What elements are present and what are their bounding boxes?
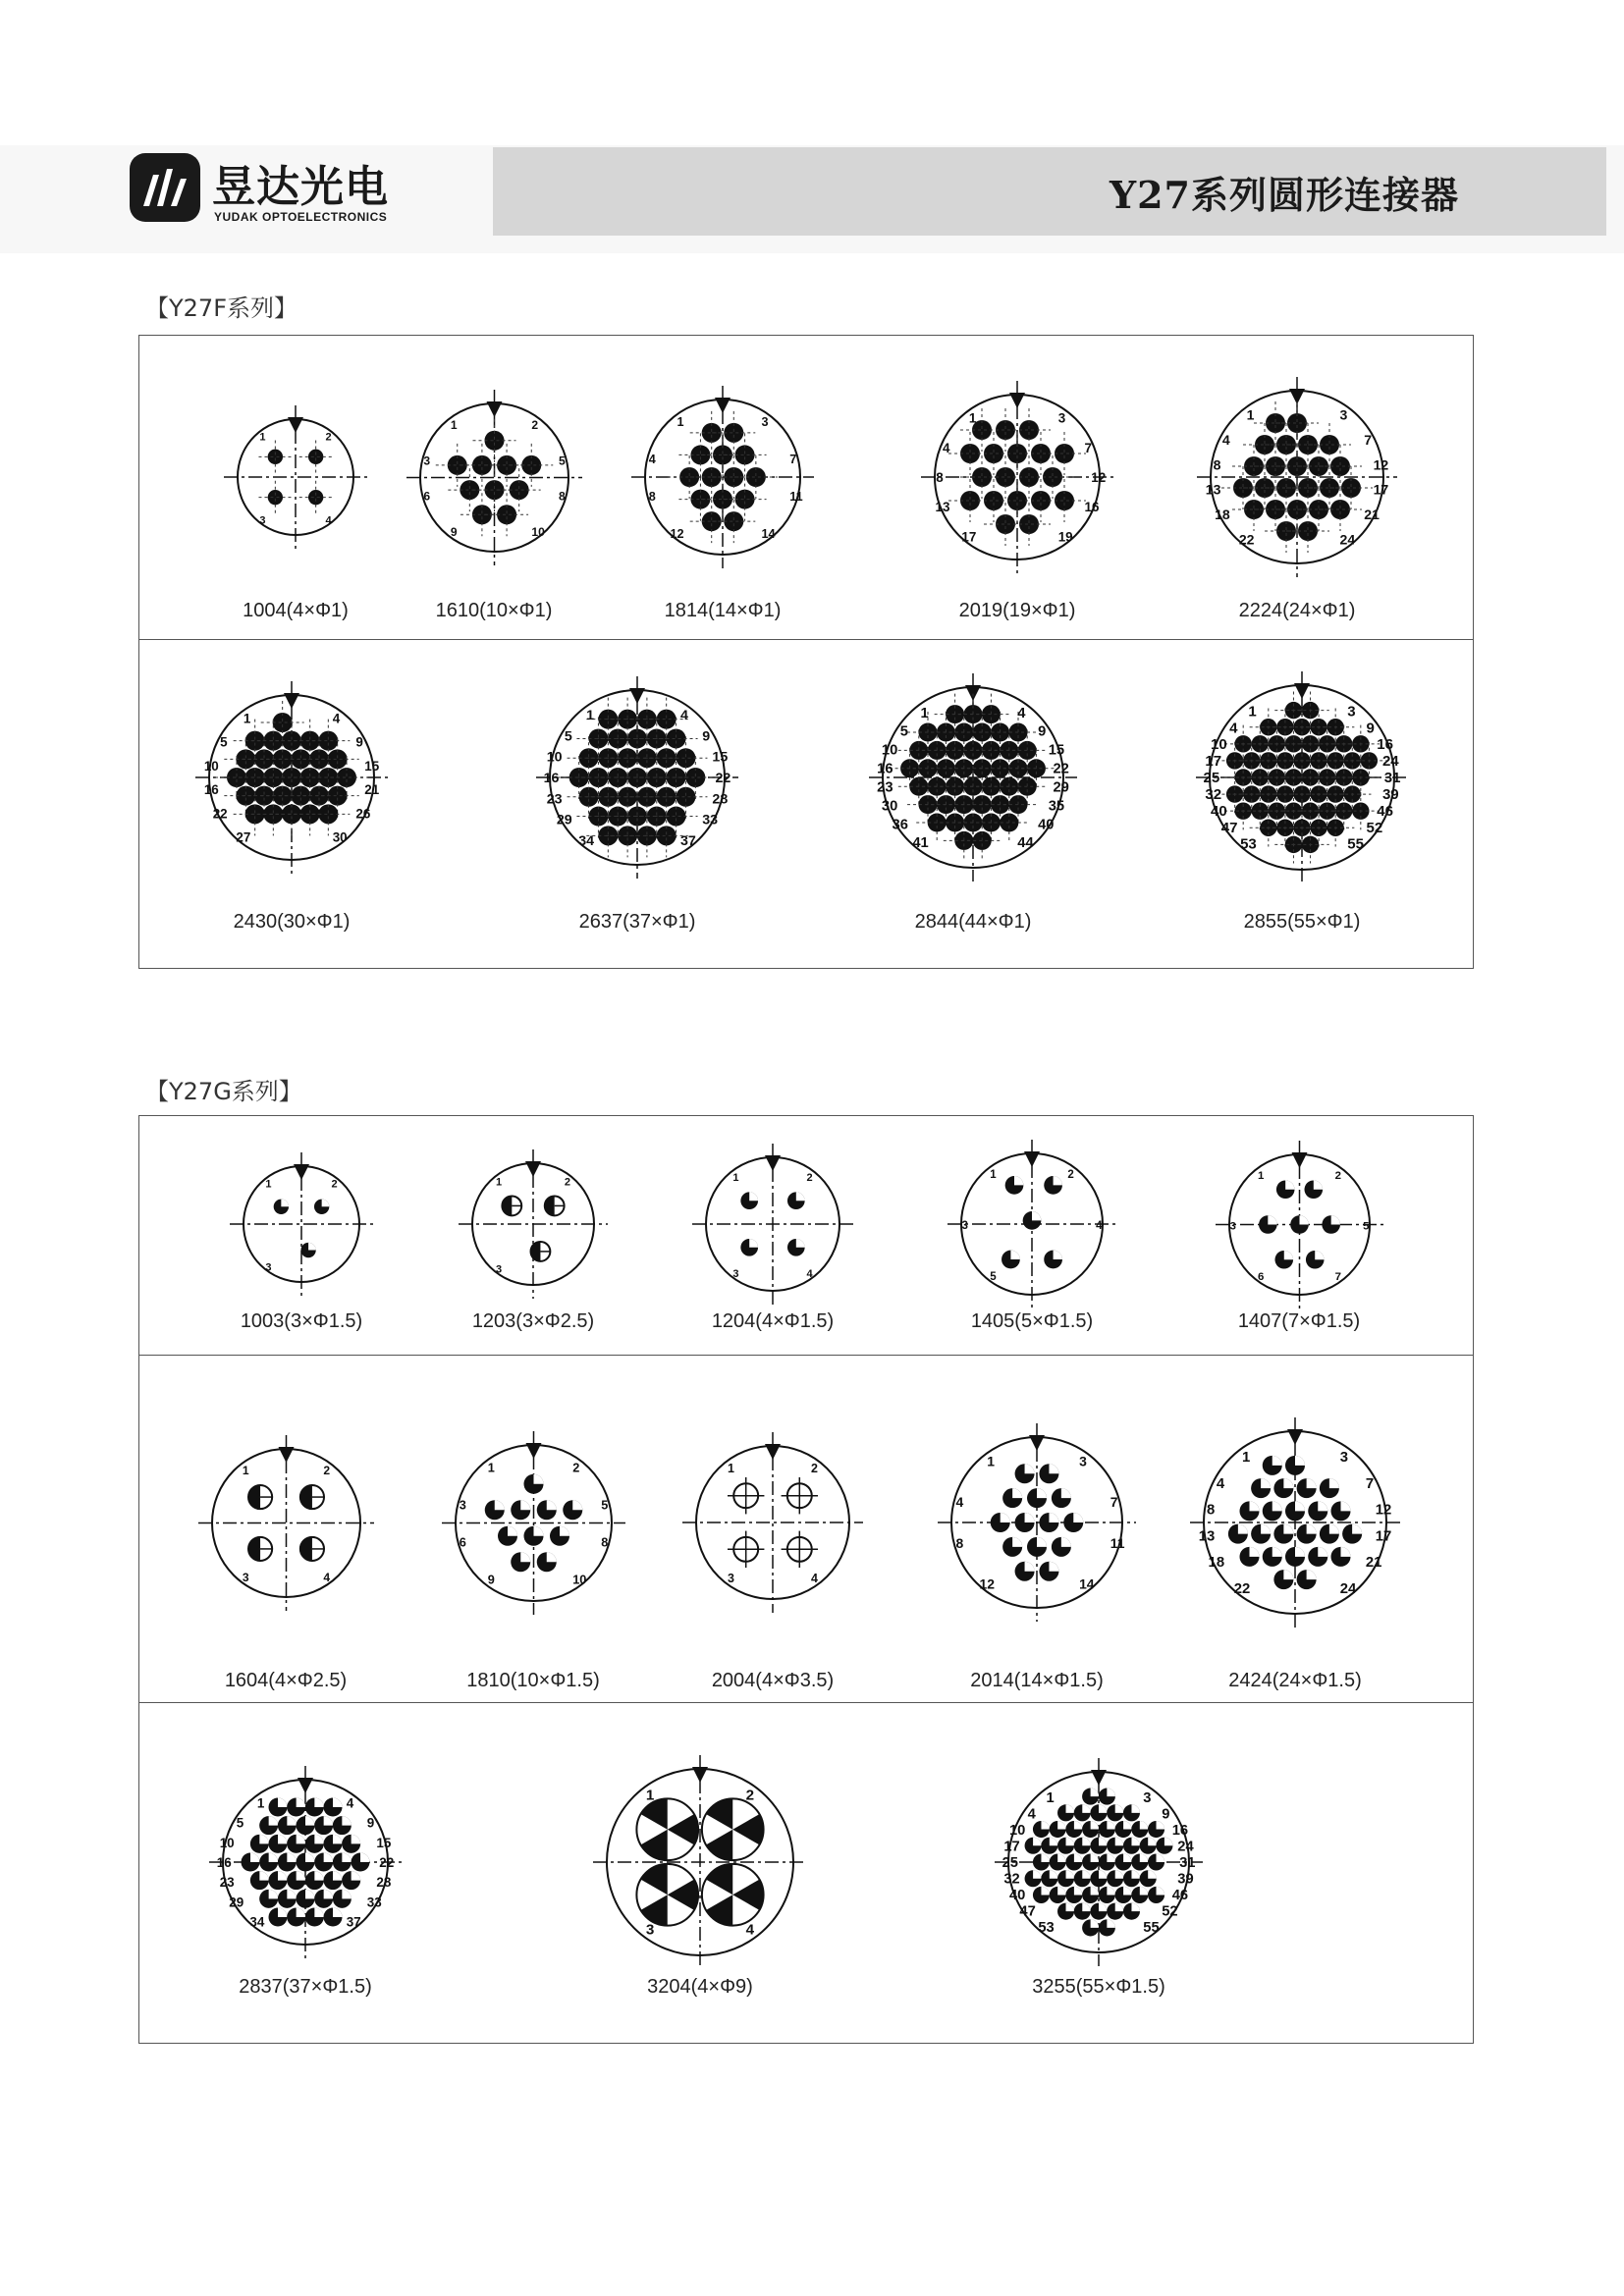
contact-label: 4 <box>1096 1220 1103 1232</box>
y27f-table <box>138 335 1474 969</box>
contact-label: 1 <box>496 1176 503 1189</box>
contact-label: 2 <box>331 1178 338 1191</box>
contact-label: 9 <box>450 524 458 539</box>
contact-label: 7 <box>1364 431 1373 448</box>
contact-label: 1 <box>487 1459 495 1474</box>
contact-label: 8 <box>648 489 656 504</box>
contact-3 <box>263 731 283 751</box>
contact-label: 6 <box>459 1534 466 1550</box>
contact-label: 34 <box>578 833 595 850</box>
contact-label: 4 <box>1216 1475 1225 1492</box>
contact-label: 2 <box>806 1172 813 1185</box>
contact-label: 2 <box>322 1463 330 1477</box>
connector-caption: 1203(3×Φ2.5) <box>471 1310 595 1332</box>
contact-label: 8 <box>558 489 566 504</box>
contact-label: 24 <box>1381 753 1399 771</box>
contact-label: 22 <box>1053 761 1069 777</box>
logo-bars-icon <box>130 153 200 222</box>
contact-label: 25 <box>1203 770 1220 786</box>
contact-label: 12 <box>670 526 684 541</box>
contact-label: 24 <box>1339 531 1356 548</box>
connector-diagram <box>1184 1412 1406 1633</box>
contact-2 <box>308 450 323 464</box>
contact-label: 3 <box>1339 406 1348 423</box>
contact-label: 41 <box>912 835 929 852</box>
contact-label: 15 <box>1048 742 1065 759</box>
contact-label: 8 <box>600 1534 608 1550</box>
contact-6 <box>460 480 479 500</box>
contact-label: 18 <box>1215 507 1230 523</box>
connector-diagram <box>1210 1135 1389 1314</box>
contact-label: 55 <box>1143 1920 1160 1937</box>
contact-label: 52 <box>1162 1903 1178 1920</box>
contact-label: 21 <box>1364 507 1380 523</box>
contact-label: 5 <box>600 1496 608 1512</box>
contact-label: 5 <box>564 728 572 745</box>
contact-label: 31 <box>1383 770 1401 786</box>
connector-diagram <box>1190 666 1414 889</box>
row-divider <box>139 1355 1473 1356</box>
contact-4 <box>308 490 323 505</box>
connector-caption: 2424(24×Φ1.5) <box>1228 1670 1362 1691</box>
contact-label: 9 <box>1366 720 1375 737</box>
contact-label: 16 <box>216 1855 232 1870</box>
contact-label: 9 <box>366 1815 375 1831</box>
contact-label: 5 <box>220 734 228 750</box>
contact-label: 9 <box>487 1572 495 1587</box>
contact-label: 4 <box>648 453 656 467</box>
contact-label: 12 <box>1375 1502 1392 1519</box>
connector-caption: 2844(44×Φ1) <box>914 911 1032 933</box>
section-label-y27g: 【Y27G系列】 <box>145 1078 302 1105</box>
connector-caption: 1004(4×Φ1) <box>243 600 349 621</box>
contact-label: 1 <box>987 1453 995 1469</box>
contact-label: 10 <box>571 1572 586 1587</box>
contact-label: 33 <box>366 1895 382 1910</box>
contact-1 <box>268 450 283 464</box>
contact-4 <box>657 710 677 729</box>
connector-diagram <box>453 1144 614 1305</box>
contact-6 <box>318 731 338 751</box>
contact-label: 11 <box>789 489 803 504</box>
connector-diagram <box>625 380 820 574</box>
contact-label: 32 <box>1003 1871 1020 1888</box>
contact-label: 10 <box>881 742 898 759</box>
contact-label: 3 <box>459 1496 466 1512</box>
contact-label: 8 <box>955 1534 964 1551</box>
contact-label: 4 <box>1229 720 1238 737</box>
contact-label: 22 <box>379 1855 395 1870</box>
connector-caption: 2224(24×Φ1) <box>1238 600 1356 621</box>
connector-caption: 1610(10×Φ1) <box>435 600 553 621</box>
contact-8 <box>509 480 528 500</box>
contact-3 <box>471 454 491 474</box>
header-bar <box>493 147 1606 236</box>
contact-label: 3 <box>961 1220 968 1232</box>
contact-label: 52 <box>1366 819 1383 836</box>
contact-label: 15 <box>712 749 729 766</box>
contact-label: 23 <box>877 779 893 796</box>
contact-label: 1 <box>242 1463 249 1477</box>
contact-label: 31 <box>1179 1855 1196 1871</box>
connector-caption: 1407(7×Φ1.5) <box>1237 1310 1361 1332</box>
contact-label: 2 <box>571 1459 579 1474</box>
connector-diagram <box>915 375 1119 579</box>
contact-label: 9 <box>1038 723 1047 740</box>
contact-label: 2 <box>1334 1169 1341 1182</box>
connector-caption: 3204(4×Φ9) <box>647 1976 753 1998</box>
contact-label: 34 <box>249 1914 265 1930</box>
contact-label: 1 <box>265 1178 272 1191</box>
contact-label: 1 <box>645 1787 655 1804</box>
contact-label: 1 <box>732 1172 739 1185</box>
contact-label: 55 <box>1347 835 1364 853</box>
contact-label: 27 <box>236 829 251 845</box>
contact-label: 29 <box>556 812 572 828</box>
contact-label: 3 <box>1079 1453 1087 1469</box>
connector-diagram <box>677 1426 869 1619</box>
contact-label: 16 <box>543 771 560 786</box>
contact-23 <box>291 786 310 806</box>
contact-label: 22 <box>1238 531 1255 548</box>
contact-label: 16 <box>1084 500 1100 515</box>
contact-label: 1 <box>450 417 458 432</box>
contact-label: 16 <box>203 782 219 798</box>
contact-label: 3 <box>259 514 266 527</box>
contact-label: 1 <box>1241 1450 1251 1467</box>
contact-label: 6 <box>422 489 430 504</box>
contact-label: 3 <box>242 1570 249 1584</box>
contact-label: 1 <box>243 711 251 726</box>
contact-label: 10 <box>203 758 219 774</box>
contact-label: 4 <box>679 707 688 723</box>
contact-label: 13 <box>1205 481 1221 498</box>
contact-label: 9 <box>1162 1806 1170 1823</box>
contact-label: 39 <box>1177 1871 1194 1888</box>
contact-label: 47 <box>1220 819 1238 836</box>
contact-label: 1 <box>677 415 684 430</box>
contact-label: 30 <box>332 829 348 845</box>
row-divider <box>139 639 1473 640</box>
contact-label: 37 <box>346 1914 361 1930</box>
connector-caption: 1405(5×Φ1.5) <box>970 1310 1094 1332</box>
contact-label: 23 <box>546 791 563 808</box>
contact-label: 4 <box>745 1921 755 1939</box>
row-divider <box>139 1702 1473 1703</box>
contact-label: 2 <box>564 1176 570 1189</box>
contact-label: 3 <box>1228 1220 1236 1232</box>
connector-diagram <box>587 1749 813 1975</box>
contact-label: 10 <box>1211 736 1227 754</box>
contact-label: 29 <box>229 1895 244 1910</box>
connector-caption: 2637(37×Φ1) <box>578 911 696 933</box>
contact-label: 30 <box>881 798 898 815</box>
connector-caption: 2014(14×Φ1.5) <box>970 1670 1104 1691</box>
contact-label: 1 <box>920 705 929 721</box>
connector-caption: 1810(10×Φ1.5) <box>466 1670 600 1691</box>
connector-diagram <box>932 1417 1142 1628</box>
contact-label: 40 <box>1211 802 1227 820</box>
connector-caption: 1204(4×Φ1.5) <box>711 1310 835 1332</box>
connector-caption: 1814(14×Φ1) <box>664 600 782 621</box>
contact-15 <box>676 748 695 768</box>
contact-label: 22 <box>715 771 731 786</box>
contact-label: 46 <box>1377 802 1393 820</box>
logo-mark-icon <box>130 153 200 222</box>
contact-label: 4 <box>325 514 332 527</box>
contact-label: 1 <box>1246 406 1255 423</box>
connector-diagram <box>989 1752 1209 1972</box>
connector-diagram <box>863 667 1083 887</box>
contact-label: 10 <box>1008 1822 1026 1839</box>
contact-label: 3 <box>645 1921 655 1939</box>
contact-label: 16 <box>877 761 893 777</box>
contact-label: 33 <box>702 812 719 828</box>
contact-label: 46 <box>1171 1888 1189 1904</box>
contact-label: 5 <box>899 723 908 740</box>
contact-label: 47 <box>1019 1903 1036 1920</box>
contact-label: 40 <box>1008 1888 1026 1904</box>
contact-label: 2 <box>811 1461 818 1475</box>
connector-caption: 2855(55×Φ1) <box>1243 911 1361 933</box>
contact-label: 8 <box>936 470 944 485</box>
contact-label: 3 <box>732 1267 739 1280</box>
contact-label: 1 <box>1257 1169 1264 1182</box>
contact-label: 5 <box>236 1815 244 1831</box>
contact-label: 10 <box>530 524 545 539</box>
connector-diagram <box>203 1760 407 1964</box>
contact-label: 5 <box>558 453 566 467</box>
contact-label: 4 <box>1027 1806 1036 1823</box>
y27g-table <box>138 1115 1474 2044</box>
contact-label: 3 <box>1143 1789 1152 1806</box>
contact-label: 7 <box>1334 1270 1341 1283</box>
contact-label: 7 <box>1084 440 1093 455</box>
contact-label: 2 <box>745 1787 755 1804</box>
contact-label: 16 <box>1171 1822 1189 1839</box>
brand-logo <box>130 149 405 238</box>
connector-caption: 2004(4×Φ3.5) <box>711 1670 835 1691</box>
contact-label: 4 <box>811 1572 818 1586</box>
contact-label: 5 <box>990 1270 997 1283</box>
contact-label: 39 <box>1381 785 1399 803</box>
contact-label: 14 <box>761 526 776 541</box>
contact-label: 25 <box>1001 1855 1018 1871</box>
contact-label: 3 <box>1057 410 1066 426</box>
contact-label: 17 <box>1373 481 1389 498</box>
contact-label: 3 <box>761 415 769 430</box>
contact-label: 17 <box>1003 1839 1020 1855</box>
contact-label: 22 <box>212 806 228 822</box>
contact-label: 13 <box>1198 1528 1216 1545</box>
contact-label: 5 <box>1362 1220 1370 1232</box>
contact-label: 28 <box>376 1875 392 1891</box>
contact-label: 1 <box>728 1461 734 1475</box>
contact-label: 8 <box>1213 456 1221 473</box>
contact-label: 32 <box>1205 785 1222 803</box>
connector-caption: 1604(4×Φ2.5) <box>224 1670 348 1691</box>
contact-label: 13 <box>935 500 950 515</box>
connector-diagram <box>942 1134 1122 1314</box>
contact-label: 19 <box>1057 529 1073 545</box>
contact-label: 12 <box>1373 456 1389 473</box>
contact-label: 1 <box>259 431 266 444</box>
contact-label: 4 <box>346 1795 354 1811</box>
connector-caption: 2019(19×Φ1) <box>958 600 1076 621</box>
contact-label: 3 <box>1347 703 1356 721</box>
contact-label: 4 <box>806 1267 813 1280</box>
contact-label: 1 <box>1248 703 1257 721</box>
contact-label: 9 <box>702 728 711 745</box>
contact-label: 26 <box>355 806 371 822</box>
contact-label: 7 <box>1110 1494 1118 1511</box>
connector-caption: 1003(3×Φ1.5) <box>240 1310 363 1332</box>
contact-label: 21 <box>1365 1555 1382 1572</box>
contact-label: 4 <box>332 711 341 726</box>
contact-label: 24 <box>1339 1580 1357 1597</box>
contact-label: 22 <box>1233 1580 1251 1597</box>
contact-label: 6 <box>1257 1270 1264 1283</box>
contact-label: 17 <box>1205 753 1222 771</box>
contact-label: 3 <box>265 1261 272 1274</box>
contact-label: 2 <box>530 417 538 432</box>
contact-label: 4 <box>1221 431 1230 448</box>
contact-label: 4 <box>955 1494 964 1511</box>
contact-label: 37 <box>679 833 696 850</box>
contact-label: 40 <box>1038 817 1055 833</box>
connector-caption: 2837(37×Φ1.5) <box>239 1976 372 1998</box>
contact-label: 4 <box>1017 705 1026 721</box>
contact-label: 53 <box>1038 1920 1055 1937</box>
contact-label: 4 <box>322 1570 330 1584</box>
connector-diagram <box>401 384 588 571</box>
contact-label: 12 <box>1091 470 1107 485</box>
contact-label: 2 <box>325 431 332 444</box>
connector-diagram <box>224 1147 379 1302</box>
contact-label: 53 <box>1240 835 1257 853</box>
connector-diagram <box>192 1429 380 1617</box>
contact-label: 4 <box>942 440 950 455</box>
contact-label: 12 <box>979 1575 995 1592</box>
contact-label: 1 <box>990 1169 997 1182</box>
brand-name-cn: 昱达光电 <box>212 162 389 212</box>
contact-label: 9 <box>355 734 363 750</box>
contact-label: 1 <box>586 707 595 723</box>
connector-diagram <box>686 1138 859 1310</box>
contact-label: 21 <box>364 782 380 798</box>
contact-label: 10 <box>219 1835 235 1850</box>
section-label-y27f: 【Y27F系列】 <box>145 294 298 322</box>
contact-label: 28 <box>712 791 729 808</box>
contact-label: 1 <box>256 1795 265 1811</box>
contact-label: 35 <box>1048 798 1065 815</box>
connector-diagram <box>189 675 394 880</box>
contact-label: 8 <box>1206 1502 1216 1519</box>
contact-label: 18 <box>1208 1555 1225 1572</box>
contact-label: 36 <box>892 817 908 833</box>
contact-label: 7 <box>1365 1475 1375 1492</box>
contact-2 <box>245 731 265 751</box>
connector-diagram <box>530 670 744 884</box>
contact-label: 2 <box>1067 1169 1074 1182</box>
contact-label: 3 <box>1339 1450 1349 1467</box>
contact-4 <box>497 454 516 474</box>
contact-label: 44 <box>1017 835 1034 852</box>
contact-label: 3 <box>728 1572 734 1586</box>
contact-label: 29 <box>1053 779 1069 796</box>
contact-label: 23 <box>219 1875 235 1891</box>
contact-3 <box>268 490 283 505</box>
brand-name-en: YUDAK OPTOELECTRONICS <box>214 210 388 224</box>
contact-label: 15 <box>376 1835 392 1850</box>
contact-label: 15 <box>364 758 380 774</box>
contact-label: 16 <box>1377 736 1393 754</box>
contact-label: 1 <box>1046 1789 1055 1806</box>
contact-label: 10 <box>546 749 563 766</box>
contact-label: 3 <box>422 453 430 467</box>
contact-label: 17 <box>1375 1528 1392 1545</box>
connector-caption: 2430(30×Φ1) <box>233 911 351 933</box>
contact-label: 17 <box>961 529 977 545</box>
connector-diagram <box>436 1425 631 1621</box>
contact-label: 24 <box>1177 1839 1194 1855</box>
contact-label: 14 <box>1079 1575 1095 1592</box>
connector-diagram <box>1191 371 1403 583</box>
contact-label: 11 <box>1110 1534 1125 1551</box>
connector-caption: 3255(55×Φ1.5) <box>1032 1976 1165 1998</box>
page-title: Y27系列圆形连接器 <box>1109 173 1459 217</box>
contact-label: 7 <box>789 453 797 467</box>
contact-label: 3 <box>496 1263 503 1276</box>
connector-diagram <box>218 400 373 555</box>
contact-label: 1 <box>968 410 977 426</box>
